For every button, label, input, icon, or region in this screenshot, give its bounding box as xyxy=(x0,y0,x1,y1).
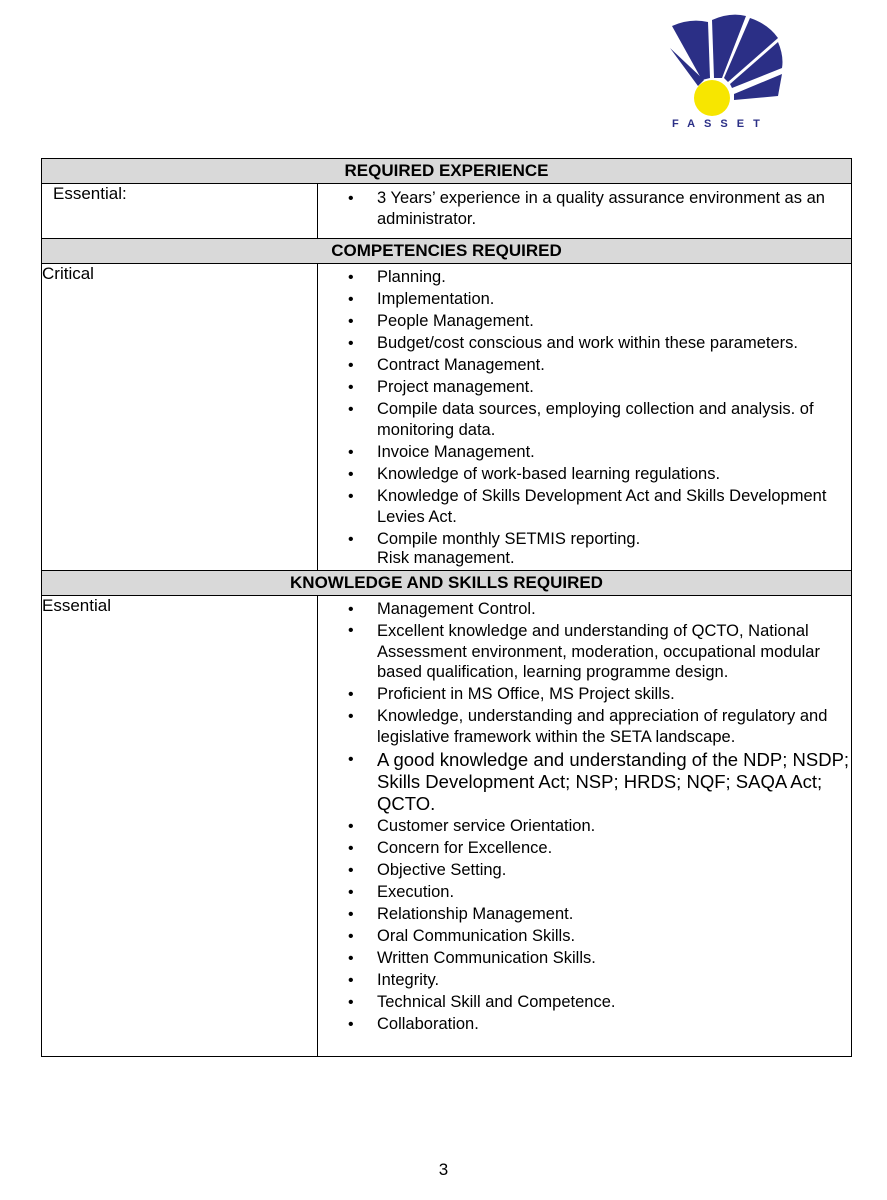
list-item: • Execution. xyxy=(348,882,455,901)
list-item: • Implementation. xyxy=(348,290,495,308)
list-item: • People Management. xyxy=(348,312,534,330)
section-label: Essential: xyxy=(42,184,318,239)
list-item: • Project management. xyxy=(348,378,534,396)
list-item: • Compile monthly SETMIS reporting. xyxy=(348,530,641,548)
list-item: • Knowledge of Skills Development Act and Skills Development Levies Act. xyxy=(348,487,827,526)
list-item: • Proficient in MS Office, MS Project skills. xyxy=(348,684,675,703)
page-number: 3 xyxy=(438,1160,449,1179)
logo-sun xyxy=(694,80,730,116)
section-heading: REQUIRED EXPERIENCE xyxy=(42,159,852,184)
list-item: • Customer service Orientation. xyxy=(348,816,596,835)
list-item: • Contract Management. xyxy=(348,356,545,374)
logo-text: FASSET xyxy=(672,118,769,130)
section-heading: KNOWLEDGE AND SKILLS REQUIRED xyxy=(42,571,852,596)
skills-list xyxy=(318,599,851,1035)
list-item: • Knowledge of work-based learning regulations. xyxy=(348,465,721,483)
section-label: Essential xyxy=(42,596,318,1057)
list-item: • Integrity. xyxy=(348,970,440,989)
list-item: • 3 Years’ experience in a quality assurance environment as an administrator. xyxy=(348,189,825,228)
list-item: • Oral Communication Skills. xyxy=(348,926,576,945)
competencies-list xyxy=(318,267,851,550)
list-item: • Excellent knowledge and understanding of QCTO, National Assessment environment, moderation, occupational modular based qualification, learning programme design. xyxy=(348,622,820,681)
list-item: • Budget/cost conscious and work within these parameters. xyxy=(348,334,798,352)
list-item: • Invoice Management. xyxy=(348,443,535,461)
list-item: • Written Communication Skills. xyxy=(348,948,596,967)
list-item: • Objective Setting. xyxy=(348,860,507,879)
requirements-table xyxy=(41,158,852,1057)
list-item: • Planning. xyxy=(348,268,446,286)
list-item: • Management Control. xyxy=(348,600,536,618)
list-item: • Technical Skill and Competence. xyxy=(348,992,616,1011)
list-item: • A good knowledge and understanding of the NDP; NSDP; Skills Development Act; NSP; HRDS; NQF; SAQA Act; QCTO. xyxy=(348,748,850,814)
section-label: Critical xyxy=(42,264,318,571)
experience-list xyxy=(318,188,851,230)
list-item: • Collaboration. xyxy=(348,1014,479,1033)
trailing-text: Risk management. xyxy=(377,549,515,567)
list-item: • Relationship Management. xyxy=(348,904,574,923)
list-item: • Compile data sources, employing collection and analysis. of monitoring data. xyxy=(348,400,814,439)
list-item: • Knowledge, understanding and appreciation of regulatory and legislative framework within the SETA landscape. xyxy=(348,706,828,746)
list-item: • Concern for Excellence. xyxy=(348,838,553,857)
section-heading: COMPETENCIES REQUIRED xyxy=(42,239,852,264)
